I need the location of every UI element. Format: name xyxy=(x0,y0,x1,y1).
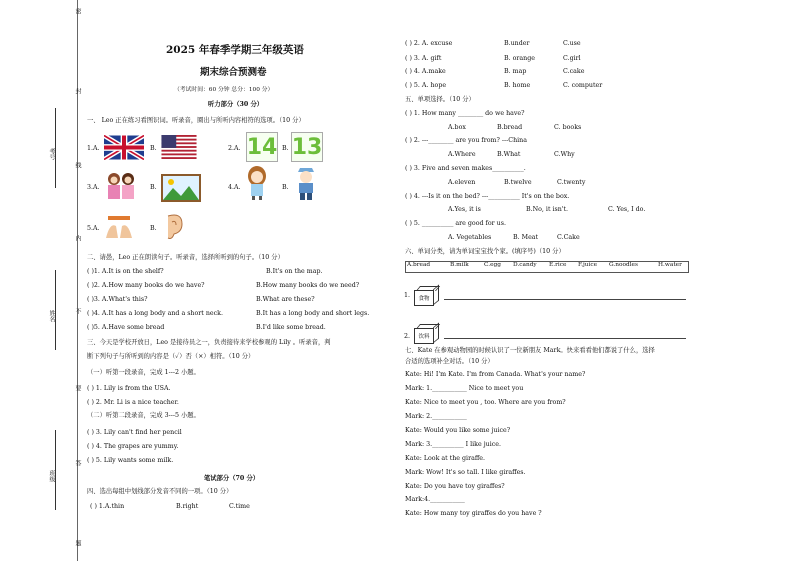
q3-intro: 三、今天是学校开放日，Leo 是接待员之一，负责接待来学校参观的 Lily 。听录音，判 xyxy=(87,339,331,346)
word-item: H.water xyxy=(658,262,682,268)
seal-char: 封 xyxy=(74,88,81,94)
q4-item: ( ) 3. A. gift xyxy=(405,55,442,62)
name-label: 姓名 xyxy=(48,310,55,322)
q5-option: A.Yes, it is xyxy=(448,206,481,213)
name-line[interactable] xyxy=(55,270,56,350)
q5-question: ( ) 1. How many ________ do we have? xyxy=(405,110,525,117)
q4-item: ( ) 4. A.make xyxy=(405,68,446,75)
drinks-category-box xyxy=(414,328,434,344)
dialogue-line: Kate: Would you like some juice? xyxy=(405,427,511,434)
dialogue-line: Mark: 2.___________ xyxy=(405,413,467,420)
option-label: B. xyxy=(150,145,157,152)
q5-option: C.twenty xyxy=(557,179,586,186)
q4-option: B.right xyxy=(176,503,199,510)
seal-char: 题 xyxy=(74,540,81,546)
q5-title: 五、单项选择。（10 分） xyxy=(405,96,475,103)
q2-title: 二、请愚，Leo 正在朗读句子。听录音，选择所听到的句子。（10 分） xyxy=(87,254,284,261)
q5-option: A.eleven xyxy=(448,179,476,186)
q2-item-a: ( )3. A.What's this? xyxy=(87,296,148,303)
q3-item: ( ) 2. Mr. Li is a nice teacher. xyxy=(87,399,179,406)
q5-question: ( ) 2. ---________ are you from? ---China xyxy=(405,137,527,144)
q5-option: B.No, it isn't. xyxy=(526,206,569,213)
q5-option: A.box xyxy=(448,124,466,131)
class-label: 班级 xyxy=(48,470,55,482)
q3-item: ( ) 5. Lily wants some milk. xyxy=(87,457,174,464)
ear-image xyxy=(162,212,186,242)
q7-intro: 七、Kate 在参观动物园的时候认识了一位新朋友 Mark。快来看看他们都说了什么，选择 xyxy=(405,347,655,354)
q4-option: B.under xyxy=(504,40,530,47)
q4-item: ( ) 1.A.thin xyxy=(90,503,125,510)
q5-option: A.Where xyxy=(448,151,476,158)
q5-option: C. Yes, I do. xyxy=(608,206,646,213)
q4-option: B. home xyxy=(504,82,531,89)
number-13-image: 13 xyxy=(291,132,323,162)
q4-item: ( ) 5. A. hope xyxy=(405,82,447,89)
word-item: E.rice xyxy=(549,262,567,268)
dialogue-line: Kate: How many toy giraffes do you have ? xyxy=(405,510,542,517)
q5-option: B.twelve xyxy=(504,179,532,186)
boy-image xyxy=(293,166,319,200)
word-item: G.noodles xyxy=(609,262,638,268)
q4-option: C.time xyxy=(229,503,250,510)
dialogue-line: Kate: Hi! I'm Kate. I'm from Canada. What's your name? xyxy=(405,371,586,378)
exam-no-line[interactable] xyxy=(55,108,56,188)
dialogue-line: Kate: Do you have toy giraffes? xyxy=(405,483,505,490)
dialogue-line: Mark: 1.___________ Nice to meet you xyxy=(405,385,524,392)
q5-option: C.Cake xyxy=(557,234,580,241)
q5-option: B.What xyxy=(497,151,521,158)
uk-flag-image xyxy=(104,135,144,160)
option-label: 1.A. xyxy=(87,145,100,152)
q7-intro: 合适的选项补全对话。（10 分） xyxy=(405,358,494,365)
q4-option: C.girl xyxy=(563,55,581,62)
q4-option: C.cake xyxy=(563,68,585,75)
drinks-answer-line[interactable] xyxy=(444,338,686,339)
landscape-picture-image xyxy=(161,174,201,202)
option-label: B. xyxy=(150,225,157,232)
option-label: B. xyxy=(282,184,289,191)
q2-item-b: B.It's on the map. xyxy=(266,268,323,275)
word-item: A.bread xyxy=(407,262,431,268)
food-answer-line[interactable] xyxy=(444,299,686,300)
option-label: B. xyxy=(150,184,157,191)
option-label: B. xyxy=(282,145,289,152)
hands-image xyxy=(102,212,136,242)
q6-title: 六、单词分类，请为单词宝宝找个家。(填序号)（10 分） xyxy=(405,248,565,255)
word-item: F.juice xyxy=(578,262,598,268)
option-label: 3.A. xyxy=(87,184,100,191)
seal-char: 不 xyxy=(74,308,81,314)
q5-option: A. Vegetables xyxy=(448,234,492,241)
seal-char: 密 xyxy=(74,8,81,14)
word-item: B.milk xyxy=(450,262,469,268)
seal-char: 内 xyxy=(74,235,81,241)
q2-item-b: B.How many books do we need? xyxy=(256,282,360,289)
q1-title: 一、 Leo 正在练习看图识词。听录音，圈出与所听内容相符的选项。（10 分） xyxy=(87,117,305,124)
q4-option: B. orange xyxy=(504,55,535,62)
girl-image xyxy=(243,166,271,200)
q4-option: C.use xyxy=(563,40,581,47)
q2-item-a: ( )5. A.Have some bread xyxy=(87,324,165,331)
q4-item: ( ) 2. A. excuse xyxy=(405,40,453,47)
drinks-category-label: 饮料 xyxy=(418,334,430,340)
q3-item: ( ) 1. Lily is from the USA. xyxy=(87,385,171,392)
binding-line xyxy=(77,0,78,561)
dialogue-line: Mark:4.___________ xyxy=(405,496,465,503)
page-subtitle: 期末综合预测卷 xyxy=(200,67,267,78)
option-label: 4.A. xyxy=(228,184,241,191)
class-line[interactable] xyxy=(55,430,56,510)
q4-option: C. computer xyxy=(563,82,603,89)
q5-question: ( ) 5. __________ are good for us. xyxy=(405,220,506,227)
dialogue-line: Kate: Nice to meet you , too. Where are you from? xyxy=(405,399,566,406)
option-label: 2.A. xyxy=(228,145,241,152)
q3-intro: 断下列句子与所听到的内容是（✓）否（×）相符。（10 分） xyxy=(87,353,255,360)
category-number: 1. xyxy=(404,292,411,299)
food-category-box xyxy=(414,290,434,306)
q2-item-a: ( )1. A.It is on the shelf? xyxy=(87,268,164,275)
q5-question: ( ) 3. Five and seven makes__________. xyxy=(405,165,526,172)
q3-item: ( ) 3. Lily can't find her pencil xyxy=(87,429,182,436)
word-item: D.candy xyxy=(513,262,537,268)
seal-char: 要 xyxy=(74,385,81,391)
q3-part-heading: （一）听第一段录音，完成 1---2 小题。 xyxy=(87,369,200,376)
dialogue-line: Mark: 3.__________ I like juice. xyxy=(405,441,501,448)
q2-item-b: B.What are these? xyxy=(256,296,315,303)
dialogue-line: Mark: Wow! It's so tall. I like giraffes. xyxy=(405,469,526,476)
word-bank xyxy=(405,261,689,273)
page-title: 2025 年春季学期三年级英语 xyxy=(166,44,304,56)
q5-option: B. Meat xyxy=(513,234,539,241)
seal-char: 答 xyxy=(74,460,81,466)
dialogue-line: Kate: Look at the giraffe. xyxy=(405,455,486,462)
q3-item: ( ) 4. The grapes are yummy. xyxy=(87,443,179,450)
writing-heading: 笔试部分（70 分） xyxy=(204,475,260,482)
q2-item-b: B.It has a long body and short legs. xyxy=(256,310,370,317)
exam-info: （考试时间：60 分钟 总分：100 分） xyxy=(174,87,274,93)
exam-no-label: 考号 xyxy=(48,148,55,160)
q5-question: ( ) 4. ---Is it on the bed? ---__________ It's on the box. xyxy=(405,193,570,200)
q2-item-a: ( )4. A.It has a long body and a short neck. xyxy=(87,310,223,317)
q2-item-b: B.I'd like some bread. xyxy=(256,324,326,331)
q3-part-heading: （二）听第二段录音，完成 3---5 小题。 xyxy=(87,412,200,419)
q5-option: B.bread xyxy=(497,124,523,131)
q5-option: C.Why xyxy=(554,151,575,158)
seal-char: 线 xyxy=(74,162,81,168)
q4-option: B. map xyxy=(504,68,527,75)
number-14-image: 14 xyxy=(246,132,278,162)
q2-item-a: ( )2. A.How many books do we have? xyxy=(87,282,205,289)
word-item: C.egg xyxy=(484,262,501,268)
usa-flag-image xyxy=(161,135,197,159)
q5-option: C. books xyxy=(554,124,582,131)
listening-heading: 听力部分（30 分） xyxy=(208,101,264,108)
q4-title: 四、选出每组中划线部分发音不同的一项。（10 分） xyxy=(87,488,233,495)
girls-image xyxy=(102,170,140,200)
food-category-label: 食物 xyxy=(418,296,430,302)
option-label: 5.A. xyxy=(87,225,100,232)
category-number: 2. xyxy=(404,333,411,340)
